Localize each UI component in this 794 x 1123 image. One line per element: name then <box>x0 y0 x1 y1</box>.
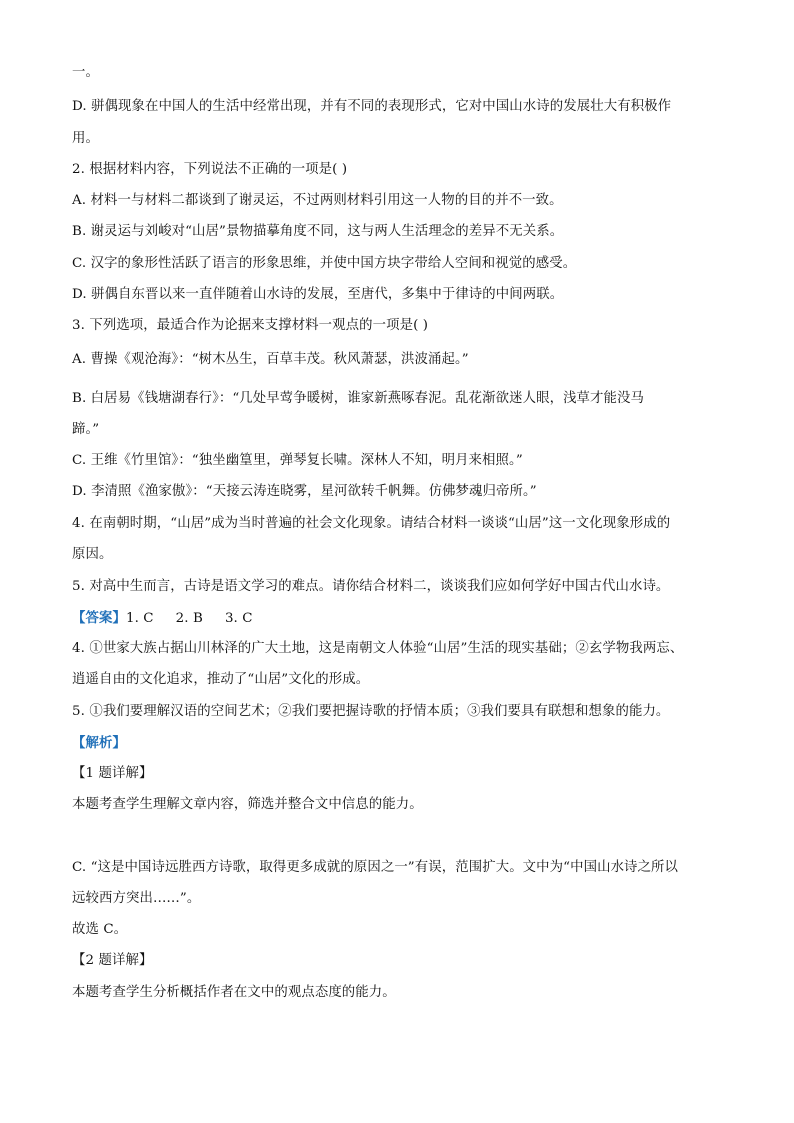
question-2-stem: 2. 根据材料内容，下列说法不正确的一项是( ) <box>72 162 348 177</box>
option-b: B. 谢灵运与刘峻对“山居”景物描摹角度不同，这与两人生活理念的差异不无关系。 <box>72 224 564 239</box>
text-line: 远较西方突出……”。 <box>72 891 201 906</box>
answer-q3: 3. C <box>224 611 253 626</box>
option-c: C. 王维《竹里馆》：“独坐幽篁里，弹琴复长啸。深林人不知，明月来相照。” <box>72 453 523 468</box>
text-line: 蹄。” <box>72 422 100 437</box>
text-line: 原因。 <box>72 547 113 562</box>
text-line: 本题考查学生分析概括作者在文中的观点态度的能力。 <box>72 985 396 1000</box>
option-d: D. 李清照《渔家傲》：“天接云涛连晓雾，星河欲转千帆舞。仿佛梦魂归帝所。” <box>72 484 537 499</box>
text-line: 逍遥自由的文化追求，推动了“山居”文化的形成。 <box>72 672 370 687</box>
question-3-stem: 3. 下列选项，最适合作为论据来支撑材料一观点的一项是( ) <box>72 318 429 333</box>
question-4-stem: 4. 在南朝时期，“山居”成为当时普遍的社会文化现象。请结合材料一谈谈“山居”这一文化现象形成的 <box>72 516 671 531</box>
text-line: D. 骈偶现象在中国人的生活中经常出现，并有不同的表现形式，它对中国山水诗的发展壮大有积极作 <box>72 99 672 114</box>
text-line: 本题考查学生理解文章内容，筛选并整合文中信息的能力。 <box>72 797 423 812</box>
section-heading: 【2 题详解】 <box>72 953 153 968</box>
answer-q1: 1. C <box>125 611 154 626</box>
option-a: A. 曹操《观沧海》：“树木丛生，百草丰茂。秋风萧瑟，洪波涌起。” <box>72 352 469 367</box>
analysis-heading: 【解析】 <box>72 735 126 751</box>
option-c: C. 汉字的象形性活跃了语言的形象思维，并使中国方块字带给人空间和视觉的感受。 <box>72 256 577 271</box>
answer-5: 5. ①我们要理解汉语的空间艺术；②我们要把握诗歌的抒情本质；③我们要具有联想和想象的能力。 <box>72 704 670 719</box>
question-5-stem: 5. 对高中生而言，古诗是语文学习的难点。请你结合材料二，谈谈我们应如何学好中国古代山水诗。 <box>72 579 670 594</box>
answers-row <box>72 609 253 628</box>
answer-q2: 2. B <box>175 611 203 626</box>
text-line: 一。 <box>72 65 99 80</box>
option-d: D. 骈偶自东晋以来一直伴随着山水诗的发展，至唐代，多集中于律诗的中间两联。 <box>72 287 564 302</box>
option-b: B. 白居易《钱塘湖春行》：“几处早莺争暖树，谁家新燕啄春泥。乱花渐欲迷人眼，浅草才能没马 <box>72 391 645 406</box>
answer-label: 【答案】 <box>72 610 126 626</box>
text-line: 用。 <box>72 131 99 146</box>
text-line: C. “这是中国诗远胜西方诗歌，取得更多成就的原因之一”有误，范围扩大。文中为“中国山水诗之所以 <box>72 860 679 875</box>
option-a: A. 材料一与材料二都谈到了谢灵运，不过两则材料引用这一人物的目的并不一致。 <box>72 193 563 208</box>
text-line: 故选 C。 <box>72 922 128 937</box>
answer-4: 4. ①世家大族占据山川林泽的广大土地，这是南朝文人体验“山居”生活的现实基础；②玄学物我两忘、 <box>72 641 684 656</box>
section-heading: 【1 题详解】 <box>72 766 153 781</box>
